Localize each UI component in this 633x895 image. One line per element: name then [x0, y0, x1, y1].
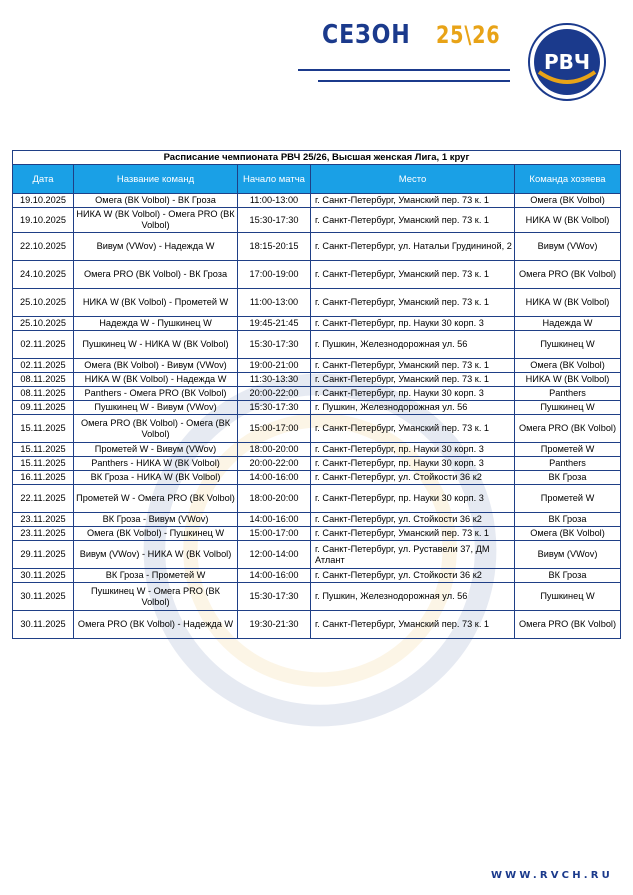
cell-venue: г. Санкт-Петербург, ул. Натальи Грудининой, 2: [311, 233, 515, 261]
table-row: [13, 289, 621, 317]
table-row: [13, 208, 621, 233]
cell-time: 19:45-21:45: [238, 317, 311, 331]
cell-date: 22.11.2025: [13, 485, 74, 513]
cell-date: 15.11.2025: [13, 443, 74, 457]
cell-host: Прометей W: [515, 443, 621, 457]
cell-time: 18:15-20:15: [238, 233, 311, 261]
table-row: [13, 359, 621, 373]
cell-host: Омега (ВК Volbol): [515, 359, 621, 373]
cell-date: 19.10.2025: [13, 194, 74, 208]
cell-venue: г. Санкт-Петербург, Уманский пер. 73 к. 1: [311, 261, 515, 289]
cell-host: НИКА W (ВК Volbol): [515, 208, 621, 233]
table-row: [13, 233, 621, 261]
cell-venue: г. Санкт-Петербург, Уманский пер. 73 к. 1: [311, 527, 515, 541]
cell-date: 09.11.2025: [13, 401, 74, 415]
cell-date: 22.10.2025: [13, 233, 74, 261]
cell-host: Прометей W: [515, 485, 621, 513]
cell-time: 15:30-17:30: [238, 208, 311, 233]
cell-venue: г. Пушкин, Железнодорожная ул. 56: [311, 401, 515, 415]
cell-date: 08.11.2025: [13, 387, 74, 401]
cell-time: 12:00-14:00: [238, 541, 311, 569]
logo-text: РВЧ: [543, 50, 591, 74]
cell-teams: Омега (ВК Volbol) - ВК Гроза: [74, 194, 238, 208]
cell-teams: Вивум (VWov) - НИКА W (ВК Volbol): [74, 541, 238, 569]
cell-host: ВК Гроза: [515, 569, 621, 583]
cell-host: НИКА W (ВК Volbol): [515, 373, 621, 387]
schedule-rows: [13, 194, 621, 639]
table-row: [13, 387, 621, 401]
cell-venue: г. Санкт-Петербург, Уманский пер. 73 к. 1: [311, 289, 515, 317]
cell-time: 15:00-17:00: [238, 527, 311, 541]
cell-venue: г. Пушкин, Железнодорожная ул. 56: [311, 583, 515, 611]
cell-teams: ВК Гроза - Прометей W: [74, 569, 238, 583]
cell-host: Пушкинец W: [515, 401, 621, 415]
cell-host: Омега PRO (ВК Volbol): [515, 261, 621, 289]
table-row: [13, 261, 621, 289]
cell-teams: Пушкинец W - НИКА W (ВК Volbol): [74, 331, 238, 359]
table-row: [13, 541, 621, 569]
cell-host: Panthers: [515, 387, 621, 401]
season-heading: [322, 20, 517, 60]
cell-venue: г. Санкт-Петербург, пр. Науки 30 корп. 3: [311, 387, 515, 401]
header-divider-bottom: [318, 80, 510, 82]
cell-time: 15:00-17:00: [238, 415, 311, 443]
table-row: [13, 194, 621, 208]
cell-venue: г. Санкт-Петербург, ул. Стойкости 36 к2: [311, 513, 515, 527]
cell-teams: Прометей W - Омега PRO (ВК Volbol): [74, 485, 238, 513]
cell-teams: Омега (ВК Volbol) - Пушкинец W: [74, 527, 238, 541]
cell-time: 14:00-16:00: [238, 471, 311, 485]
cell-time: 18:00-20:00: [238, 443, 311, 457]
schedule-caption: Расписание чемпионата РВЧ 25/26, Высшая женская Лига, 1 круг: [13, 151, 621, 165]
cell-teams: Омега (ВК Volbol) - Вивум (VWov): [74, 359, 238, 373]
cell-venue: г. Санкт-Петербург, ул. Руставели 37, ДМ Атлант: [311, 541, 515, 569]
cell-host: Panthers: [515, 457, 621, 471]
cell-venue: г. Санкт-Петербург, пр. Науки 30 корп. 3: [311, 485, 515, 513]
table-row: [13, 513, 621, 527]
cell-host: Вивум (VWov): [515, 233, 621, 261]
footer-website-link[interactable]: WWW.RVCH.RU: [490, 870, 613, 881]
cell-host: Вивум (VWov): [515, 541, 621, 569]
cell-teams: Panthers - НИКА W (ВК Volbol): [74, 457, 238, 471]
cell-teams: ВК Гроза - НИКА W (ВК Volbol): [74, 471, 238, 485]
cell-time: 14:00-16:00: [238, 513, 311, 527]
table-row: [13, 317, 621, 331]
cell-teams: Омега PRO (ВК Volbol) - Надежда W: [74, 611, 238, 639]
cell-teams: Panthers - Омега PRO (ВК Volbol): [74, 387, 238, 401]
cell-venue: г. Санкт-Петербург, ул. Стойкости 36 к2: [311, 471, 515, 485]
column-header-start: Начало матча: [238, 165, 311, 194]
schedule-table: [12, 150, 621, 639]
cell-teams: Омега PRO (ВК Volbol) - Омега (ВК Volbol): [74, 415, 238, 443]
column-header-host: Команда хозяева: [515, 165, 621, 194]
cell-date: 30.11.2025: [13, 569, 74, 583]
cell-host: ВК Гроза: [515, 471, 621, 485]
cell-teams: Пушкинец W - Вивум (VWov): [74, 401, 238, 415]
cell-venue: г. Санкт-Петербург, Уманский пер. 73 к. 1: [311, 359, 515, 373]
table-row: [13, 373, 621, 387]
cell-date: 15.11.2025: [13, 457, 74, 471]
season-word: СЕЗОН: [322, 20, 411, 50]
cell-teams: Омега PRO (ВК Volbol) - ВК Гроза: [74, 261, 238, 289]
cell-venue: г. Санкт-Петербург, Уманский пер. 73 к. 1: [311, 415, 515, 443]
cell-host: Надежда W: [515, 317, 621, 331]
cell-time: 11:30-13:30: [238, 373, 311, 387]
cell-host: ВК Гроза: [515, 513, 621, 527]
cell-host: Пушкинец W: [515, 331, 621, 359]
table-row: [13, 527, 621, 541]
table-row: [13, 471, 621, 485]
cell-date: 02.11.2025: [13, 359, 74, 373]
cell-venue: г. Санкт-Петербург, Уманский пер. 73 к. 1: [311, 208, 515, 233]
column-header-venue: Место: [311, 165, 515, 194]
cell-host: Омега PRO (ВК Volbol): [515, 415, 621, 443]
rvch-logo: [527, 22, 607, 102]
cell-time: 20:00-22:00: [238, 387, 311, 401]
cell-teams: ВК Гроза - Вивум (VWov): [74, 513, 238, 527]
cell-venue: г. Пушкин, Железнодорожная ул. 56: [311, 331, 515, 359]
table-row: [13, 401, 621, 415]
cell-venue: г. Санкт-Петербург, ул. Стойкости 36 к2: [311, 569, 515, 583]
cell-teams: Прометей W - Вивум (VWov): [74, 443, 238, 457]
cell-date: 16.11.2025: [13, 471, 74, 485]
cell-venue: г. Санкт-Петербург, Уманский пер. 73 к. 1: [311, 194, 515, 208]
header-divider-top: [298, 69, 510, 71]
cell-teams: НИКА W (ВК Volbol) - Омега PRO (ВК Volbol): [74, 208, 238, 233]
cell-date: 25.10.2025: [13, 317, 74, 331]
cell-host: Пушкинец W: [515, 583, 621, 611]
cell-venue: г. Санкт-Петербург, пр. Науки 30 корп. 3: [311, 317, 515, 331]
table-row: [13, 443, 621, 457]
cell-time: 14:00-16:00: [238, 569, 311, 583]
cell-date: 25.10.2025: [13, 289, 74, 317]
cell-time: 11:00-13:00: [238, 289, 311, 317]
cell-date: 19.10.2025: [13, 208, 74, 233]
cell-host: Омега (ВК Volbol): [515, 527, 621, 541]
cell-venue: г. Санкт-Петербург, Уманский пер. 73 к. 1: [311, 611, 515, 639]
table-row: [13, 485, 621, 513]
cell-time: 17:00-19:00: [238, 261, 311, 289]
cell-teams: НИКА W (ВК Volbol) - Надежда W: [74, 373, 238, 387]
cell-date: 30.11.2025: [13, 583, 74, 611]
cell-time: 19:30-21:30: [238, 611, 311, 639]
cell-host: НИКА W (ВК Volbol): [515, 289, 621, 317]
table-row: [13, 331, 621, 359]
cell-date: 29.11.2025: [13, 541, 74, 569]
table-row: [13, 611, 621, 639]
cell-time: 15:30-17:30: [238, 583, 311, 611]
cell-date: 24.10.2025: [13, 261, 74, 289]
table-row: [13, 457, 621, 471]
cell-date: 23.11.2025: [13, 527, 74, 541]
cell-teams: Вивум (VWov) - Надежда W: [74, 233, 238, 261]
table-row: [13, 415, 621, 443]
cell-date: 15.11.2025: [13, 415, 74, 443]
cell-time: 20:00-22:00: [238, 457, 311, 471]
cell-venue: г. Санкт-Петербург, пр. Науки 30 корп. 3: [311, 443, 515, 457]
cell-time: 18:00-20:00: [238, 485, 311, 513]
season-year: 25\26: [436, 21, 501, 49]
cell-date: 02.11.2025: [13, 331, 74, 359]
table-row: [13, 583, 621, 611]
cell-time: 11:00-13:00: [238, 194, 311, 208]
cell-time: 15:30-17:30: [238, 401, 311, 415]
cell-teams: Надежда W - Пушкинец W: [74, 317, 238, 331]
cell-teams: НИКА W (ВК Volbol) - Прометей W: [74, 289, 238, 317]
column-header-date: Дата: [13, 165, 74, 194]
cell-time: 15:30-17:30: [238, 331, 311, 359]
cell-venue: г. Санкт-Петербург, Уманский пер. 73 к. 1: [311, 373, 515, 387]
cell-date: 30.11.2025: [13, 611, 74, 639]
cell-date: 08.11.2025: [13, 373, 74, 387]
cell-time: 19:00-21:00: [238, 359, 311, 373]
cell-venue: г. Санкт-Петербург, пр. Науки 30 корп. 3: [311, 457, 515, 471]
cell-host: Омега PRO (ВК Volbol): [515, 611, 621, 639]
column-header-teams: Название команд: [74, 165, 238, 194]
cell-host: Омега (ВК Volbol): [515, 194, 621, 208]
cell-teams: Пушкинец W - Омега PRO (ВК Volbol): [74, 583, 238, 611]
table-row: [13, 569, 621, 583]
cell-date: 23.11.2025: [13, 513, 74, 527]
